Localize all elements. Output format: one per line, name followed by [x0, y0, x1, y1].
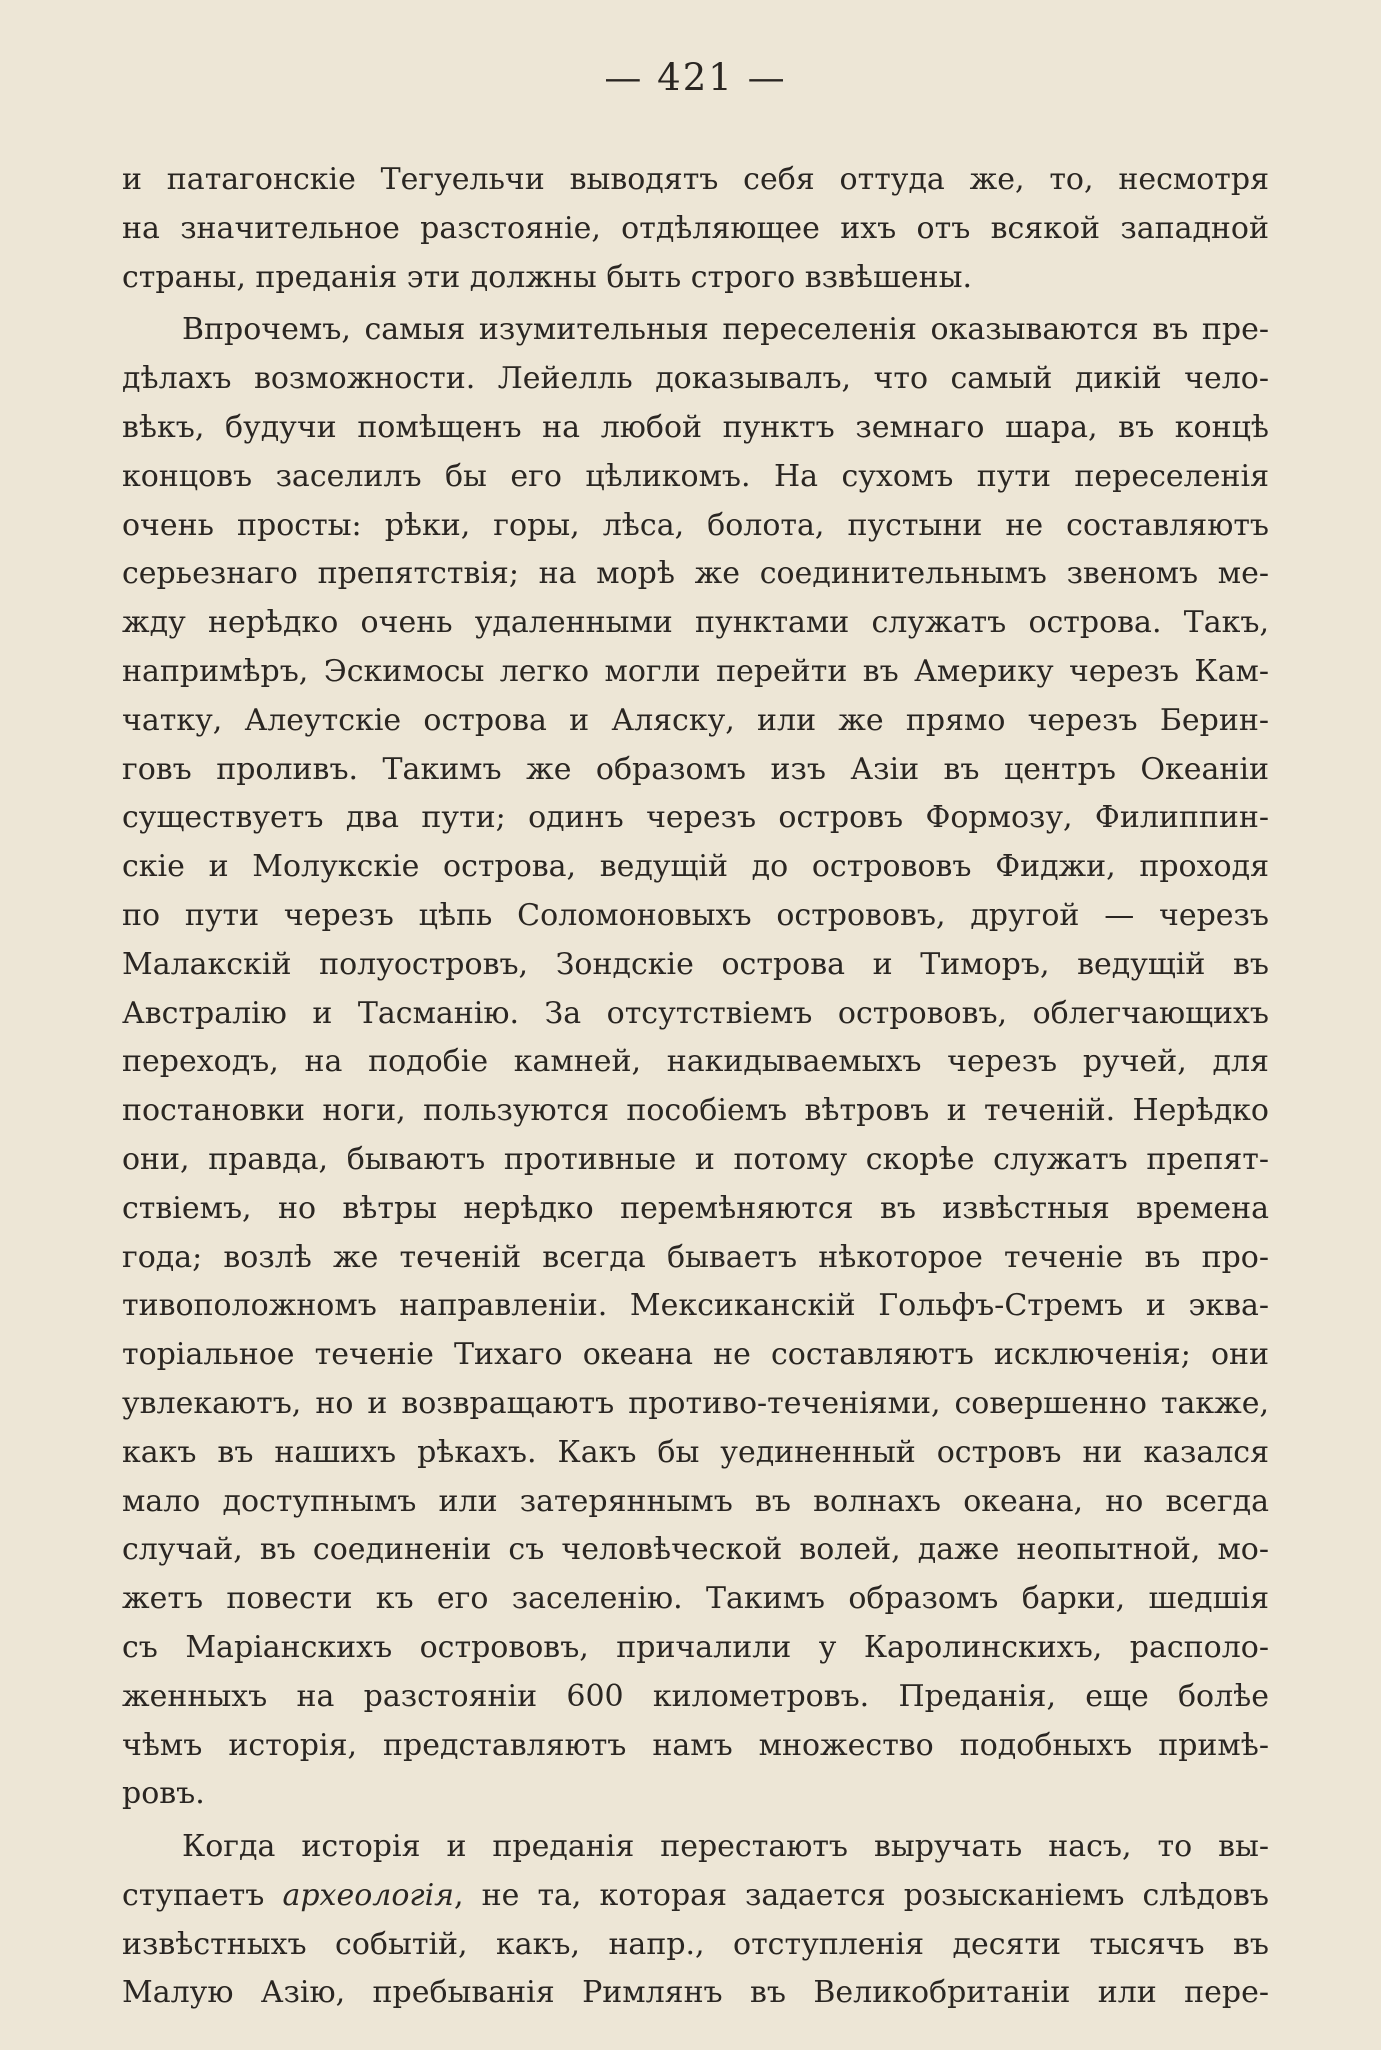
italic-term: археологія — [282, 1877, 455, 1913]
text-line: ствіемъ, но вѣтры нерѣдко перемѣняются въ извѣстныя времена — [122, 1190, 1269, 1226]
text-line: съ Маріанскихъ острововъ, причалили у Каролинскихъ, располо- — [122, 1629, 1269, 1665]
text-line: жду нерѣдко очень удаленными пунктами служатъ острова. Такъ, — [122, 605, 1269, 641]
text-line: чатку, Алеутскіе острова и Аляску, или же прямо черезъ Берин- — [122, 702, 1269, 738]
text-line: концовъ заселилъ бы его цѣликомъ. На сухомъ пути переселенія — [122, 458, 1269, 494]
page-number: — 421 — — [604, 56, 787, 99]
text-line: ступаетъ археологія, не та, которая задается розысканіемъ слѣдовъ — [122, 1877, 1269, 1913]
text-line: Впрочемъ, самыя изумительныя переселенія оказываются въ пре- — [182, 312, 1269, 348]
text-line: увлекаютъ, но и возвращаютъ противо-теченіями, совершенно также, — [122, 1385, 1269, 1421]
text-line: на значительное разстояніе, отдѣляющее ихъ отъ всякой западной — [122, 210, 1269, 246]
text-line: по пути черезъ цѣпь Соломоновыхъ острововъ, другой — черезъ — [122, 897, 1269, 933]
text-line: Австралію и Тасманію. За отсутствіемъ острововъ, облегчающихъ — [122, 995, 1269, 1031]
text-line: серьезнаго препятствія; на морѣ же соединительнымъ звеномъ ме- — [122, 556, 1269, 592]
text-line: Когда исторія и преданія перестаютъ выручать насъ, то вы- — [182, 1829, 1269, 1865]
text-line: ровъ. — [122, 1776, 205, 1812]
text-line: страны, преданія эти должны быть строго взвѣшены. — [122, 259, 972, 295]
text-line: женныхъ на разстояніи 600 километровъ. Преданія, еще болѣе — [122, 1678, 1269, 1714]
text-line: они, правда, бываютъ противные и потому скорѣе служатъ препят- — [122, 1141, 1269, 1177]
text-line: и патагонскіе Тегуельчи выводятъ себя оттуда же, то, несмотря — [122, 162, 1269, 197]
text-line: скіе и Молукскіе острова, ведущій до острововъ Фиджи, проходя — [122, 849, 1269, 885]
text-line: Малую Азію, пребыванія Римлянъ въ Великобританіи или пере- — [122, 1975, 1269, 2011]
text-line: Малакскій полуостровъ, Зондскіе острова и Тиморъ, ведущій въ — [122, 946, 1269, 982]
text-line: мало доступнымъ или затеряннымъ въ волнахъ океана, но всегда — [122, 1483, 1269, 1519]
text-line: извѣстныхъ событій, какъ, напр., отступленія десяти тысячъ въ — [122, 1926, 1269, 1962]
text-line: вѣкъ, будучи помѣщенъ на любой пунктъ земнаго шара, въ концѣ — [122, 409, 1269, 445]
text-line: жетъ повести къ его заселенію. Такимъ образомъ барки, шедшія — [122, 1581, 1269, 1617]
text-line: очень просты: рѣки, горы, лѣса, болота, пустыни не составляютъ — [122, 507, 1269, 543]
text-line: переходъ, на подобіе камней, накидываемыхъ черезъ ручей, для — [122, 1044, 1269, 1080]
text-line: случай, въ соединеніи съ человѣческой волей, даже неопытной, мо- — [122, 1532, 1269, 1568]
paragraph-3 — [122, 1823, 1269, 2018]
text-line: года; возлѣ же теченій всегда бываетъ нѣкоторое теченіе въ про- — [122, 1239, 1269, 1275]
paragraph-2 — [122, 306, 1269, 1819]
text-line: какъ въ нашихъ рѣкахъ. Какъ бы уединенный островъ ни казался — [122, 1434, 1269, 1470]
paragraph-1 — [122, 156, 1269, 302]
text-line: говъ проливъ. Такимъ же образомъ изъ Азіи въ центръ Океаніи — [122, 751, 1269, 787]
text-line: дѣлахъ возможности. Лейелль доказывалъ, что самый дикій чело- — [122, 361, 1269, 397]
text-line: чѣмъ исторія, представляютъ намъ множество подобныхъ примѣ- — [122, 1727, 1269, 1763]
text-line: постановки ноги, пользуются пособіемъ вѣтровъ и теченій. Нерѣдко — [122, 1093, 1269, 1129]
text-line: существуетъ два пути; одинъ черезъ островъ Формозу, Филиппин- — [122, 800, 1269, 836]
text-line: тивоположномъ направленіи. Мексиканскій Гольфъ-Стремъ и эква- — [122, 1288, 1269, 1324]
text-line: торіальное теченіе Тихаго океана не составляютъ исключенія; они — [122, 1337, 1269, 1373]
text-line: напримѣръ, Эскимосы легко могли перейти въ Америку черезъ Кам- — [122, 653, 1269, 689]
